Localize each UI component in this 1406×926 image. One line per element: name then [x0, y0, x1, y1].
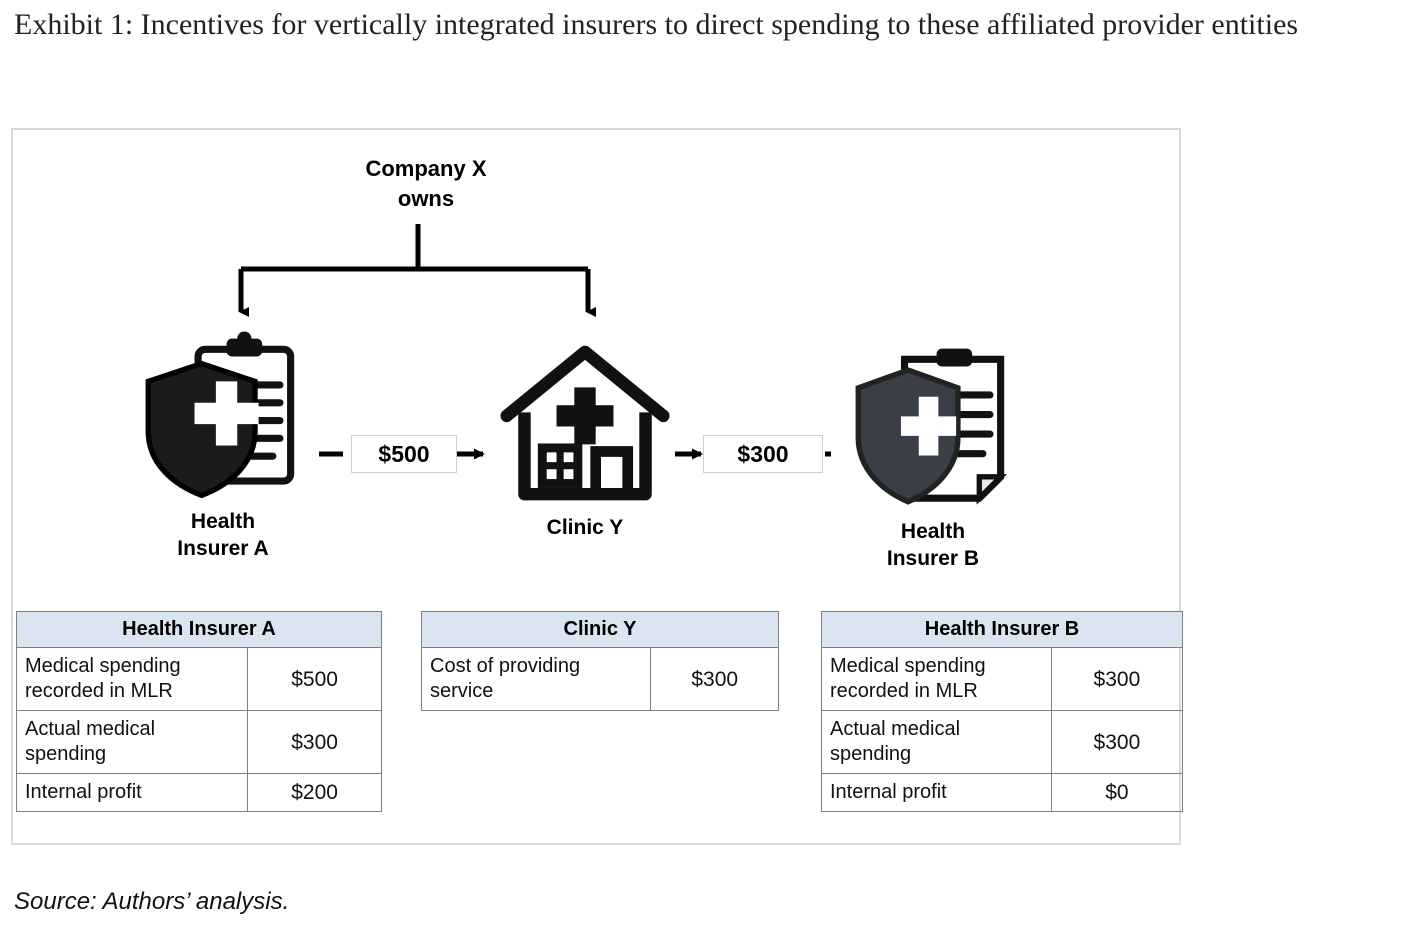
entity-clinic-y [485, 334, 685, 541]
entity-label-line2: Insurer B [886, 547, 980, 570]
table-header-row [822, 612, 1183, 648]
clinic-building-icon [496, 334, 674, 512]
flow-amount-insurer-b: $300 [703, 435, 823, 473]
entity-health-insurer-b [833, 338, 1033, 572]
owner-relation: owns [397, 186, 455, 211]
table-header: Health Insurer A [17, 612, 382, 648]
table-row [17, 711, 382, 774]
row-label: Actual medical spending [822, 711, 1052, 774]
row-label: Cost of providing service [422, 648, 651, 711]
table-row [822, 711, 1183, 774]
table-header-row [422, 612, 779, 648]
source-note: Source: Authors’ analysis. [14, 888, 290, 915]
owner-name: Company X [365, 156, 487, 181]
flow-amount-insurer-a: $500 [351, 435, 457, 473]
table-row [17, 648, 382, 711]
row-value: $300 [651, 648, 779, 711]
table-health-insurer-b [821, 611, 1183, 812]
entity-health-insurer-a [123, 328, 323, 562]
row-value: $200 [248, 774, 382, 812]
table-header: Health Insurer B [822, 612, 1183, 648]
page-title: Exhibit 1: Incentives for vertically integrated insurers to direct spending to these affiliated provider entities [14, 8, 1299, 41]
table-row [822, 648, 1183, 711]
row-value: $0 [1051, 774, 1182, 812]
row-value: $300 [1051, 648, 1182, 711]
entity-label-line1: Clinic Y [546, 516, 624, 539]
row-label: Medical spending recorded in MLR [17, 648, 248, 711]
entity-label-line2: Insurer A [177, 537, 269, 560]
table-row [822, 774, 1183, 812]
shield-clipboard-icon [134, 328, 312, 506]
row-label: Internal profit [17, 774, 248, 812]
row-label: Actual medical spending [17, 711, 248, 774]
owner-node [336, 154, 516, 214]
entity-label-line1: Health [190, 510, 256, 533]
table-clinic-y [421, 611, 779, 711]
table-health-insurer-a [16, 611, 382, 812]
row-label: Internal profit [822, 774, 1052, 812]
table-row [17, 774, 382, 812]
exhibit-figure [11, 128, 1181, 845]
table-header: Clinic Y [422, 612, 779, 648]
table-row [422, 648, 779, 711]
entity-label-line1: Health [900, 520, 966, 543]
row-value: $300 [248, 711, 382, 774]
row-value: $500 [248, 648, 382, 711]
table-header-row [17, 612, 382, 648]
row-label: Medical spending recorded in MLR [822, 648, 1052, 711]
shield-clipboard-icon [844, 338, 1022, 516]
row-value: $300 [1051, 711, 1182, 774]
